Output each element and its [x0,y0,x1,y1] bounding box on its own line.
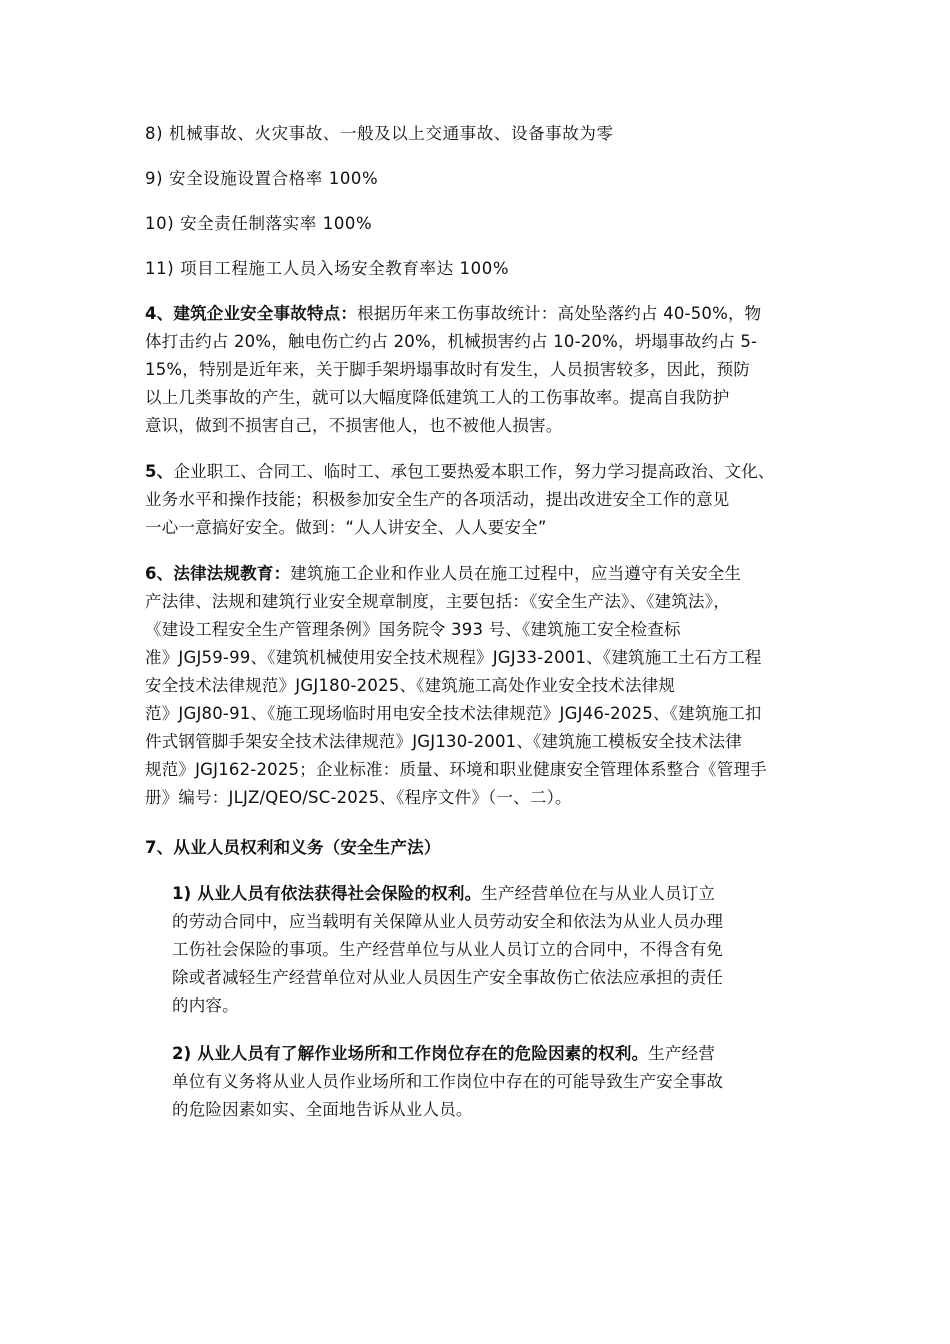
section7-item1-line-5: 的内容。 [172,996,239,1015]
section4-line-5: 意识，做到不损害自己，不损害他人，也不被他人损害。 [145,416,563,435]
section6-line-4: 准》JGJ59-99、《建筑机械使用安全技术规程》JGJ33-2001、《建筑施工土石方工程 [145,648,762,667]
section7-item1-line-4: 除或者减轻生产经营单位对从业人员因生产安全事故伤亡依法应承担的责任 [172,968,724,987]
section6-line-7: 件式钢管脚手架安全技术法律规范》JGJ130-2001、《建筑施工模板安全技术法律 [145,732,742,751]
section6-line-9: 册》编号：JLJZ/QEO/SC-2025、《程序文件》（一、二）。 [145,788,572,807]
section5-line-2: 业务水平和操作技能；积极参加安全生产的各项活动，提出改进安全工作的意见 [145,490,730,509]
section4-heading: 4、建筑企业安全事故特点： [145,304,358,323]
section6-line-5: 安全技术法律规范》JGJ180-2025、《建筑施工高处作业安全技术法律规 [145,676,676,695]
section5-line-1 [145,458,775,486]
section7-item1-line-3: 工伤社会保险的事项。生产经营单位与从业人员订立的合同中，不得含有免 [172,940,724,959]
section4-line-3: 15%，特别是近年来，关于脚手架坍塌事故时有发生，人员损害较多，因此，预防 [145,360,751,379]
section6-heading: 6、法律法规教育： [145,564,291,583]
section7-item1-bold: 1) 从业人员有依法获得社会保险的权利。 [172,884,482,903]
section4-line-1 [145,300,761,328]
section5-line-3: 一心一意搞好安全。做到：“人人讲安全、人人要安全” [145,518,547,537]
section6-line-2: 产法律、法规和建筑行业安全规章制度，主要包括：《安全生产法》、《建筑法》， [145,592,730,611]
section7-item1-text: 生产经营单位在与从业人员订立 [481,884,716,903]
section7-item2-bold: 2) 从业人员有了解作业场所和工作岗位存在的危险因素的权利。 [172,1044,649,1063]
list-item-8: 8) 机械事故、火灾事故、一般及以上交通事故、设备事故为零 [145,124,614,143]
section4-line-2: 体打击约占 20%，触电伤亡约占 20%，机械损害约占 10-20%，坍塌事故约占 5- [145,332,758,351]
section7-heading: 7、从业人员权利和义务（安全生产法） [145,838,441,857]
section4-line-4: 以上几类事故的产生，就可以大幅度降低建筑工人的工伤事故率。提高自我防护 [145,388,730,407]
list-item-9: 9) 安全设施设置合格率 100% [145,169,379,188]
section7-item1-line-2: 的劳动合同中，应当载明有关保障从业人员劳动安全和依法为从业人员办理 [172,912,724,931]
section7-item1-line-1 [172,880,715,908]
list-item-11: 11) 项目工程施工人员入场安全教育率达 100% [145,259,510,278]
section7-item2-line-1 [172,1040,715,1068]
section6-line-3: 《建设工程安全生产管理条例》国务院令 393 号、《建筑施工安全检查标 [145,620,681,639]
section5-number: 5、 [145,462,174,481]
section7-item2-line-2: 单位有义务将从业人员作业场所和工作岗位中存在的可能导致生产安全事故 [172,1072,724,1091]
section6-line-8: 规范》JGJ162-2025；企业标准：质量、环境和职业健康安全管理体系整合《管理手 [145,760,767,779]
section4-text: 根据历年来工伤事故统计：高处坠落约占 40-50%，物 [357,304,762,323]
section6-line-6: 范》JGJ80-91、《施工现场临时用电安全技术法律规范》JGJ46-2025、《建筑施工扣 [145,704,762,723]
list-item-10: 10) 安全责任制落实率 100% [145,214,373,233]
section6-line-1 [145,560,741,588]
section7-item2-text: 生产经营 [648,1044,716,1063]
section7-item2-line-3: 的危险因素如实、全面地告诉从业人员。 [172,1100,473,1119]
section5-text: 企业职工、合同工、临时工、承包工要热爱本职工作，努力学习提高政治、文化、 [173,462,775,481]
section6-text: 建筑施工企业和作业人员在施工过程中，应当遵守有关安全生 [290,564,742,583]
